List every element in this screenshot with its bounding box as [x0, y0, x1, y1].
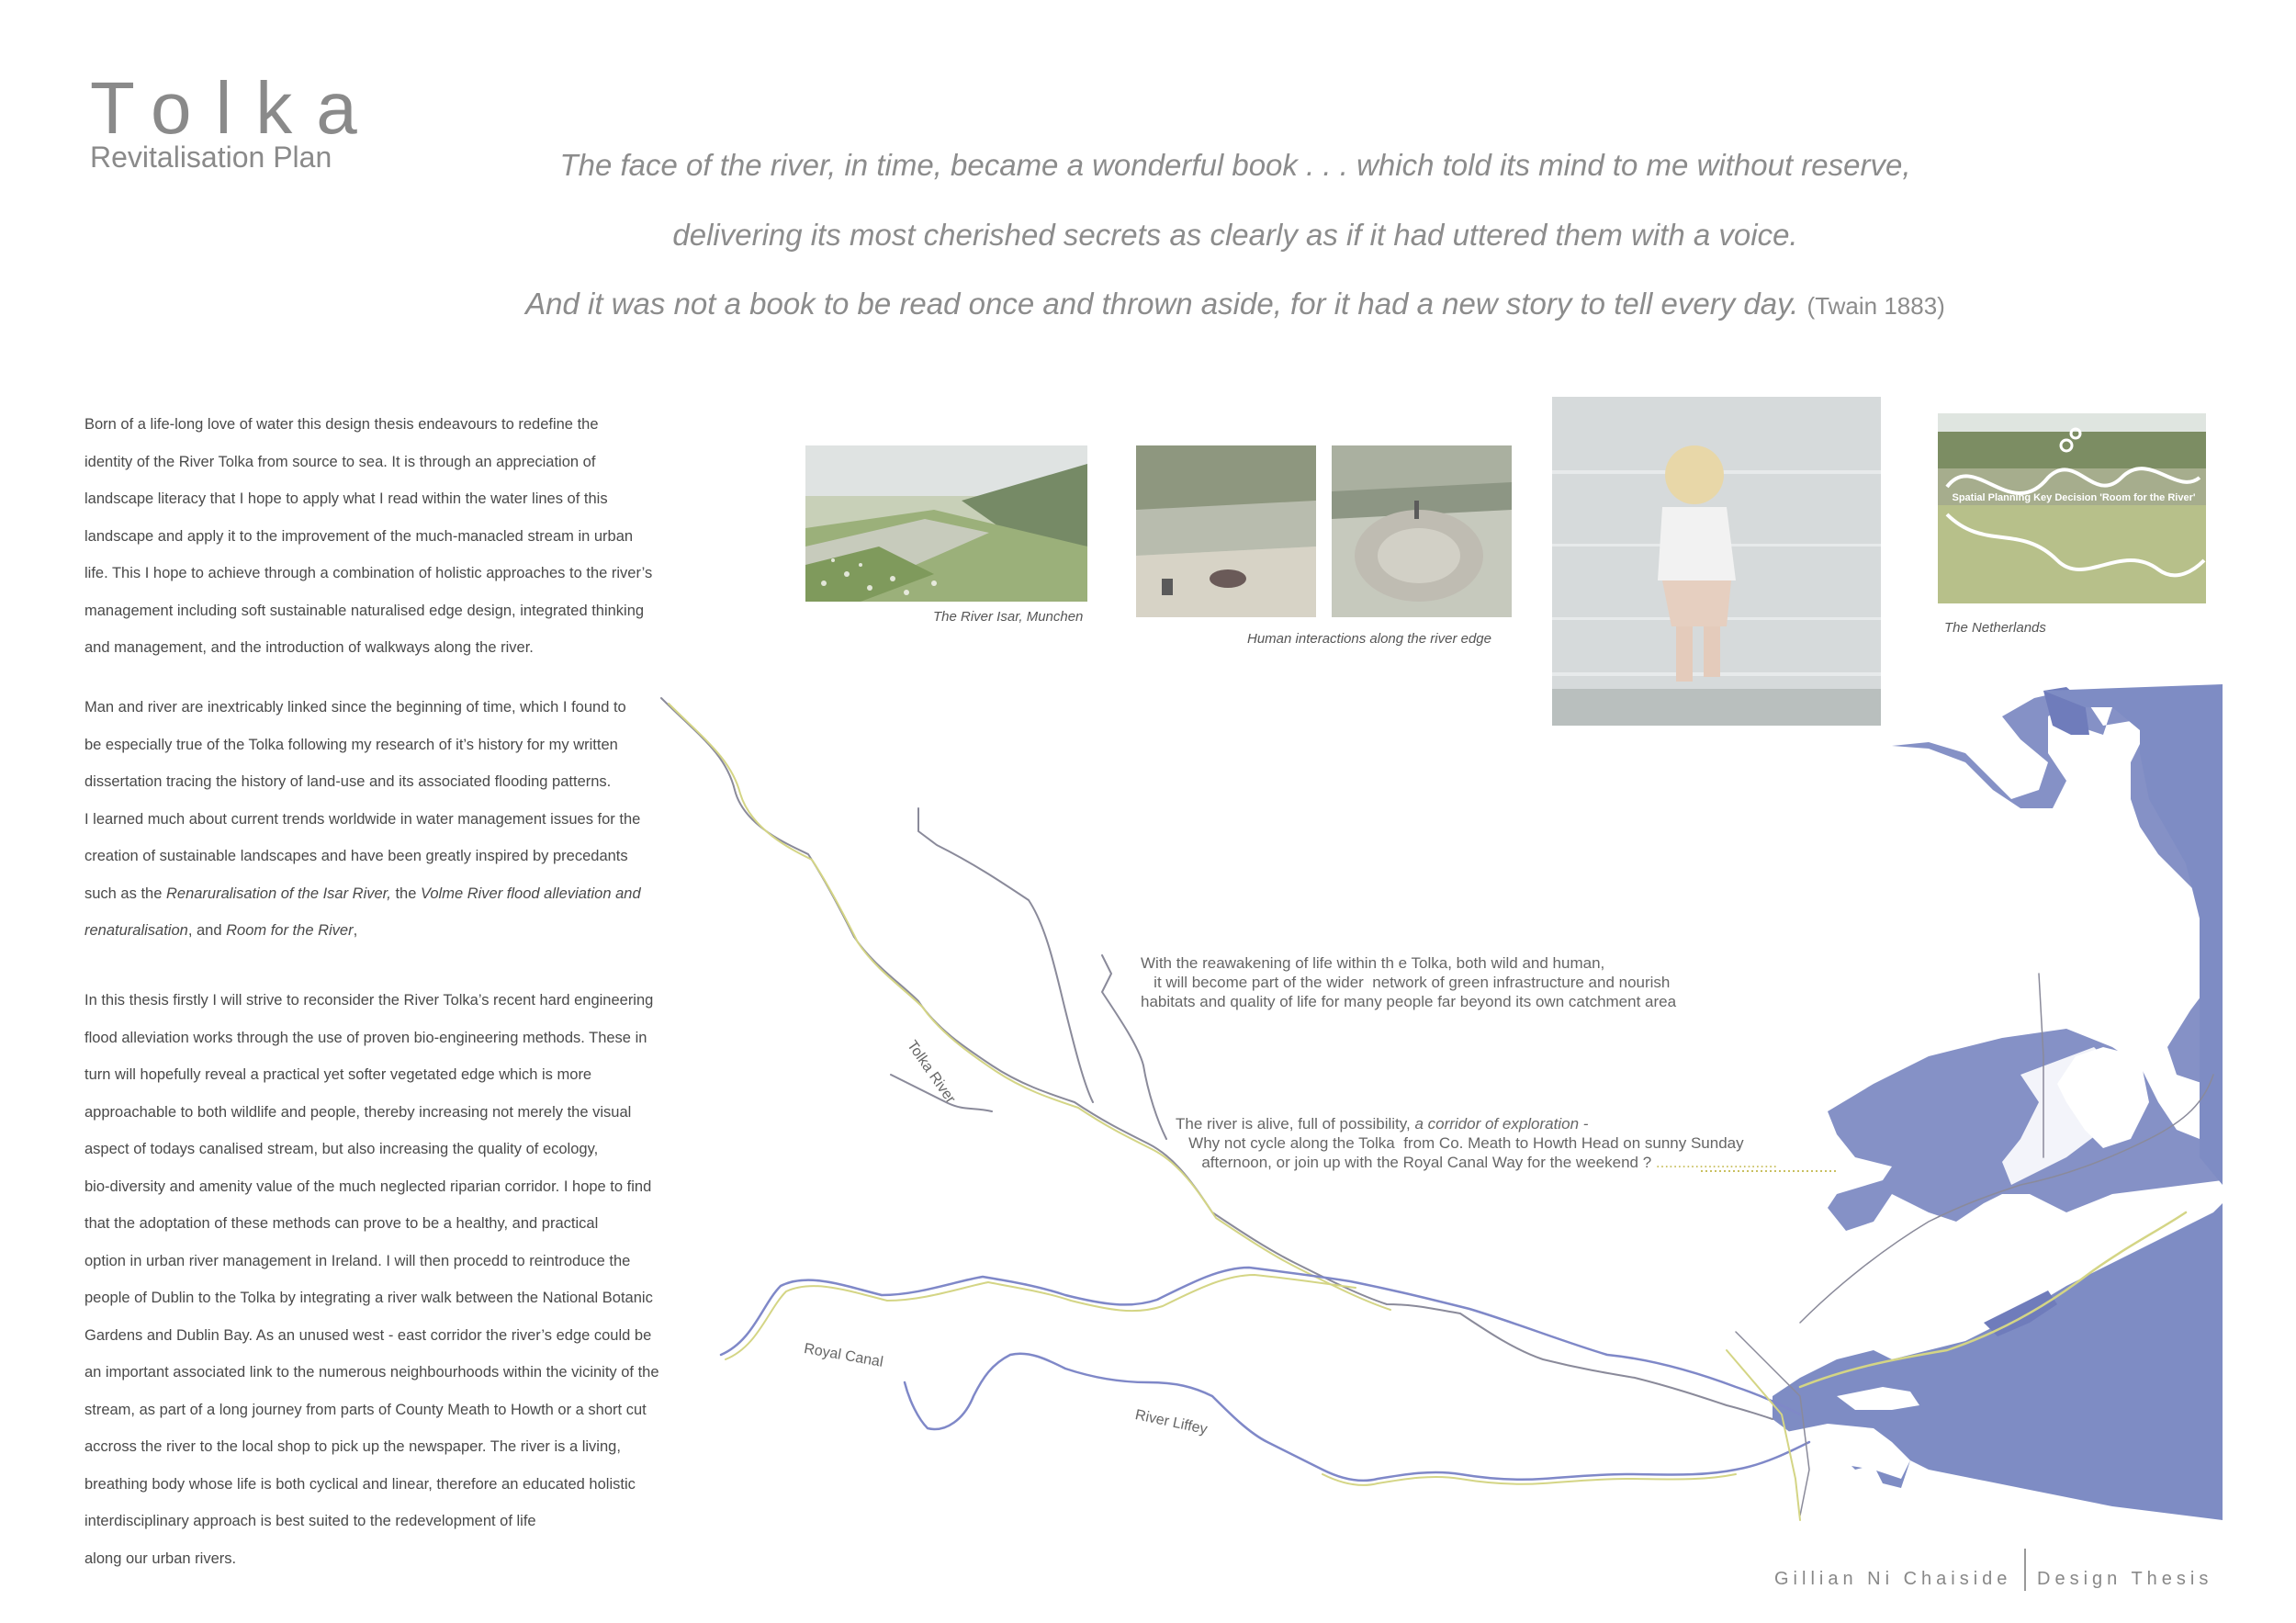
paragraph-line: approachable to both wildlife and people, thereby increasing not merely the visual: [84, 1103, 632, 1121]
paragraph-line: option in urban river management in Ireland. I will then procedd to reintroduce the: [84, 1252, 631, 1269]
human-interaction-caption: Human interactions along the river edge: [1247, 631, 1491, 647]
footer-type: Design Thesis: [2037, 1569, 2213, 1589]
port-area: [1773, 1203, 2223, 1520]
paragraph-line: interdisciplinary approach is best suited to the redevelopment of life: [84, 1513, 536, 1529]
page-subtitle: Revitalisation Plan: [90, 141, 332, 174]
paragraph-line: creation of sustainable landscapes and have been greatly inspired by precedants: [84, 848, 628, 864]
text-run: afternoon, or join up with the Royal Canal Way for the weekend ?: [1201, 1154, 1656, 1171]
isar-river-image: [805, 445, 1087, 602]
quote-line-1: The face of the river, in time, became a wonderful book . . . which told its mind to me without reserve,: [559, 148, 1911, 182]
paragraph-line: dissertation tracing the history of land-use and its associated flooding patterns.: [84, 773, 612, 790]
paragraph-line: that the adoptation of these methods can prove to be a healthy, and practical: [84, 1215, 599, 1232]
quote-line-3: And it was not a book to be read once and thrown aside, for it had a new story to tell every day.: [525, 287, 1799, 321]
paragraph-line: people of Dublin to the Tolka by integrating a river walk between the National Botanic: [84, 1290, 653, 1306]
text-run: such as the: [84, 885, 166, 902]
text-run: the: [390, 885, 421, 902]
room-for-river-image: [1938, 413, 2206, 603]
tributary-line: [918, 808, 1093, 1102]
paragraph-line: identity of the River Tolka from source to sea. It is through an appreciation of: [84, 453, 596, 470]
paragraph-line: flood alleviation works through the use of proven bio-engineering methods. These in: [84, 1029, 647, 1046]
reawakening-annotation: With the reawakening of life within th e Tolka, both wild and human, it will become part of the wider network of green infrastructure and nourish habitats and quality of life for many people far beyond its own catchment area: [1141, 954, 1677, 1010]
footer-divider: [2024, 1549, 2026, 1591]
text-run: ,: [353, 922, 358, 939]
paragraph-line: In this thesis firstly I will strive to reconsider the River Tolka’s recent hard engineering: [84, 992, 654, 1009]
child-image: [1552, 397, 1881, 726]
paragraph-line: along our urban rivers.: [84, 1550, 237, 1567]
dublin-bay-sea: [1828, 684, 2223, 1231]
page-title: Tolka: [90, 67, 381, 149]
paragraph-line: an important associated link to the numerous neighbourhoods within the vicinity of the: [84, 1364, 659, 1381]
paragraph-line: management including soft sustainable naturalised edge design, integrated thinking: [84, 602, 645, 619]
paragraph-line: aspect of todays canalised stream, but also increasing the quality of ecology,: [84, 1141, 599, 1157]
dotted-text: ............................: [1655, 1154, 1778, 1171]
royal-canal-label: Royal Canal: [803, 1341, 884, 1370]
river-liffey-line: [905, 1354, 1809, 1481]
quote-line-2: delivering its most cherished secrets as clearly as if it had uttered them with a voice.: [672, 218, 1798, 252]
paragraph-line: bio-diversity and amenity value of the much neglected riparian corridor. I hope to find: [84, 1178, 652, 1195]
quote-citation: (Twain 1883): [1806, 292, 1945, 320]
footer-author: Gillian Ni Chaiside: [1774, 1569, 2012, 1589]
paragraph-line: Born of a life-long love of water this design thesis endeavours to redefine the: [84, 416, 599, 433]
precedent-isar: Renaruralisation of the Isar River,: [165, 885, 391, 902]
paragraph-line: landscape and apply it to the improvement of the much-manacled stream in urban: [84, 527, 634, 545]
paragraph-line: Gardens and Dublin Bay. As an unused west - east corridor the river’s edge could be: [84, 1326, 652, 1344]
precedent-volme-cont: renaturalisation: [84, 922, 188, 939]
room-for-river-label: Spatial Planning Key Decision 'Room for the River': [1952, 492, 2196, 503]
text-run: The river is alive, full of possibility,: [1176, 1115, 1415, 1133]
river-liffey-label: River Liffey: [1133, 1407, 1209, 1438]
human-interaction-photo-1: [1136, 445, 1316, 617]
netherlands-caption: The Netherlands: [1944, 620, 2046, 636]
paragraph-line: breathing body whose life is both cyclical and linear, therefore an educated holistic: [84, 1475, 636, 1493]
paragraph-line: I learned much about current trends worldwide in water management issues for the: [84, 810, 641, 828]
precedent-room-for-river: Room for the River: [226, 922, 354, 939]
text-run: Why not cycle along the Tolka from Co. Meath to Howth Head on sunny Sunday: [1188, 1134, 1744, 1152]
isar-river-photo: [805, 445, 1087, 602]
human-interaction-photo-2: [1332, 445, 1512, 617]
royal-canal-line: [721, 1268, 1800, 1414]
netherlands-photo: [1938, 413, 2206, 603]
paragraph-line: life. This I hope to achieve through a combination of holistic approaches to the river’s: [84, 565, 653, 581]
precedent-volme: Volme River flood alleviation and: [420, 885, 641, 902]
corridor-annotation: [1176, 1114, 1777, 1172]
paragraph-line: be especially true of the Tolka following my research of it’s history for my written: [84, 736, 618, 753]
paragraph-line: accross the river to the local shop to pick up the newspaper. The river is a living,: [84, 1438, 621, 1455]
tolka-river-label: Tolka River: [904, 1038, 959, 1107]
text-run: , and: [187, 922, 227, 939]
stone-circle-image: [1332, 445, 1512, 617]
river-edge-image: [1136, 445, 1316, 617]
child-in-river-photo: [1552, 397, 1881, 726]
isar-caption: The River Isar, Munchen: [933, 609, 1084, 625]
paragraph-line: Man and river are inextricably linked since the beginning of time, which I found to: [84, 699, 626, 716]
text-run-italic: a corridor of exploration -: [1414, 1115, 1589, 1133]
paragraph-line: turn will hopefully reveal a practical yet softer vegetated edge which is more: [84, 1066, 592, 1083]
paragraph-line: landscape literacy that I hope to apply what I read within the water lines of this: [84, 490, 608, 507]
paragraph-line: and management, and the introduction of walkways along the river.: [84, 639, 534, 656]
paragraph-line: stream, as part of a long journey from parts of County Meath to Howth or a short cut: [84, 1401, 647, 1418]
tolka-river-line: [661, 698, 1773, 1419]
